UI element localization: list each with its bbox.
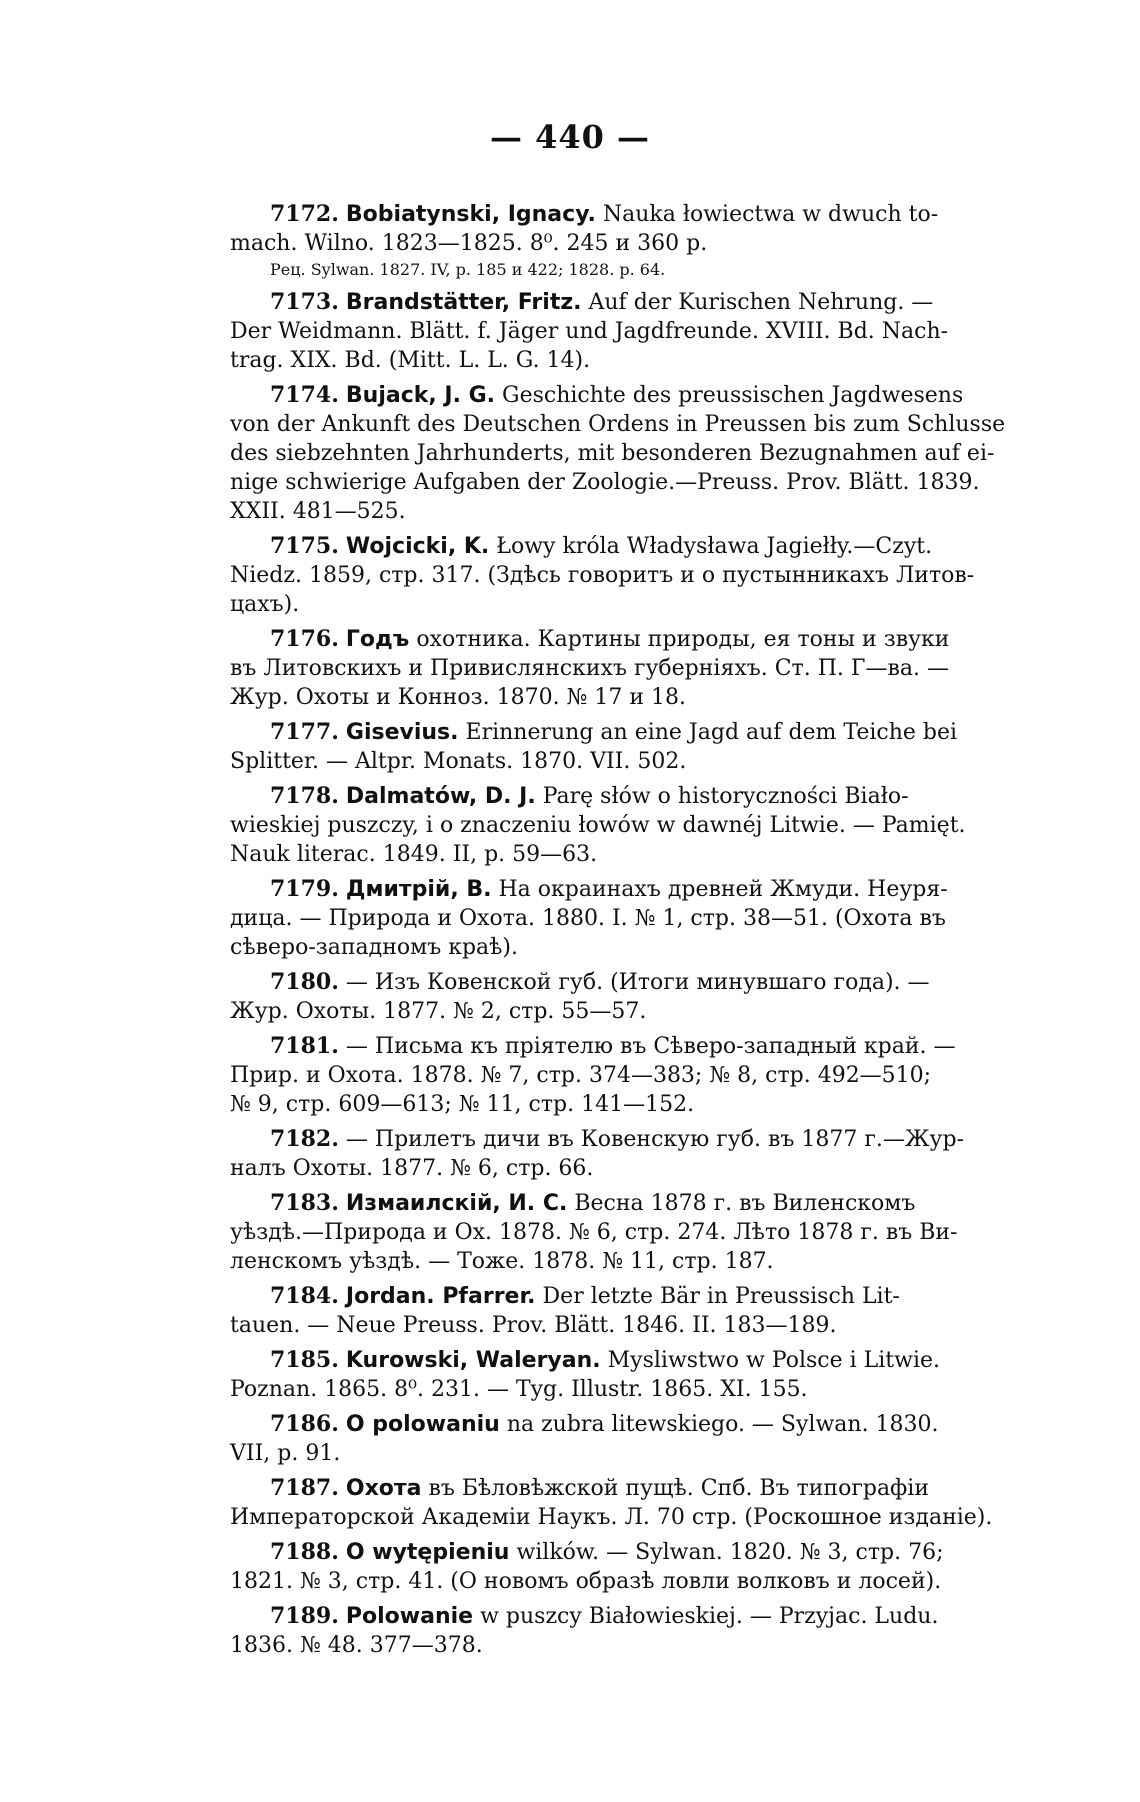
entry-text: tauen. — Neue Preuss. Prov. Blätt. 1846. II. 183—189. [230, 1313, 837, 1338]
entry-line [230, 229, 1070, 258]
bibliography-entry [230, 968, 1070, 1026]
page-number: — 440 — [489, 118, 651, 156]
entry-text: охотника. Картины природы, ея тоны и звуки [416, 627, 950, 652]
entry-line [230, 317, 1070, 346]
entry-text: Splitter. — Altpr. Monats. 1870. VII. 502. [230, 749, 687, 774]
entry-author: Охота [345, 1476, 422, 1501]
entry-text: дица. — Природа и Охота. 1880. I. № 1, стр. 38—51. (Охота въ [230, 906, 946, 931]
bibliography-entry [230, 625, 1070, 712]
entry-text: Mysliwstwo w Polsce i Litwie. [607, 1348, 941, 1373]
entry-line [230, 439, 1070, 468]
entry-text: mach. Wilno. 1823—1825. 8⁰. 245 и 360 р. [230, 231, 708, 256]
entry-line [230, 1189, 1070, 1218]
entry-text: Nauka łowiectwa w dwuch to- [602, 202, 939, 227]
entry-number: 7174. [270, 382, 339, 408]
entry-author: Dalmatów, D. J. [345, 784, 536, 809]
entry-number: 7175. [270, 533, 339, 559]
entry-line [230, 1247, 1070, 1276]
entry-author: Jordan. Pfarrer. [345, 1284, 536, 1309]
entry-text: von der Ankunft des Deutschen Ordens in Preussen bis zum Schlusse [230, 412, 1006, 437]
entry-author: Polowanie [345, 1604, 474, 1629]
entry-number: 7182. [270, 1126, 339, 1152]
entry-line [230, 747, 1070, 776]
entry-text: des siebzehnten Jahrhunderts, mit besonderen Bezugnahmen auf ei- [230, 441, 995, 466]
entry-text: Der Weidmann. Blätt. f. Jäger und Jagdfreunde. XVIII. Bd. Nach- [230, 319, 949, 344]
entry-line [230, 346, 1070, 375]
entry-line [230, 1375, 1070, 1404]
entry-line [230, 1538, 1070, 1567]
bibliography-entry [230, 1410, 1070, 1468]
entry-author: Brandstätter, Fritz. [345, 290, 582, 315]
bibliography-entry [230, 1032, 1070, 1119]
entry-line [230, 381, 1070, 410]
entry-line [230, 1346, 1070, 1375]
entry-line [230, 532, 1070, 561]
entry-line [230, 468, 1070, 497]
entry-line [230, 561, 1070, 590]
entry-line [230, 1631, 1070, 1660]
entry-text: ленскомъ уѣздѣ. — Тоже. 1878. № 11, стр. 187. [230, 1249, 774, 1274]
entry-number: 7181. [270, 1033, 339, 1059]
entry-author: Bujack, J. G. [345, 383, 496, 408]
bibliography-entry [230, 875, 1070, 962]
entry-line [230, 904, 1070, 933]
entry-line [230, 1061, 1070, 1090]
entry-text: Прир. и Охота. 1878. № 7, стр. 374—383; № 8, стр. 492—510; [230, 1063, 932, 1088]
entry-number: 7173. [270, 289, 339, 315]
entry-line [230, 1125, 1070, 1154]
entry-line [230, 1602, 1070, 1631]
entry-author: O polowaniu [345, 1412, 500, 1437]
entry-line [230, 590, 1070, 619]
entry-number: 7179. [270, 876, 339, 902]
bibliography-list [230, 200, 1070, 1666]
entry-text: уѣздѣ.—Природа и Ох. 1878. № 6, стр. 274. Лѣто 1878 г. въ Ви- [230, 1220, 958, 1245]
entry-text: nige schwierige Aufgaben der Zoologie.—Preuss. Prov. Blätt. 1839. [230, 470, 980, 495]
entry-number: 7178. [270, 783, 339, 809]
entry-line [230, 811, 1070, 840]
entry-line [230, 1032, 1070, 1061]
entry-text: wieskiej puszczy, i o znaczeniu łowów w dawnéj Litwie. — Pamięt. [230, 813, 966, 838]
entry-text: na zubra litewskiego. — Sylwan. 1830. [506, 1412, 939, 1437]
entry-line [230, 1311, 1070, 1340]
entry-line [230, 288, 1070, 317]
entry-number: 7183. [270, 1190, 339, 1216]
bibliography-entry [230, 381, 1070, 526]
entry-line [230, 782, 1070, 811]
entry-text: Parę słów o historyczności Biało- [542, 784, 909, 809]
entry-text: На окраинахъ древней Жмуди. Неуря- [498, 877, 948, 902]
entry-text: — Изъ Ковенской губ. (Итоги минувшаго года). — [345, 970, 930, 995]
entry-text: VII, p. 91. [230, 1441, 341, 1466]
entry-text: № 9, стр. 609—613; № 11, стр. 141—152. [230, 1092, 695, 1117]
entry-number: 7187. [270, 1475, 339, 1501]
entry-line [230, 933, 1070, 962]
entry-line [230, 410, 1070, 439]
entry-text: Łowy króla Władysława Jagiełły.—Czyt. [496, 534, 933, 559]
entry-line [230, 997, 1070, 1026]
entry-number: 7177. [270, 719, 339, 745]
entry-number: 7189. [270, 1603, 339, 1629]
entry-line [230, 968, 1070, 997]
entry-number: 7176. [270, 626, 339, 652]
bibliography-entry [230, 1189, 1070, 1276]
entry-line [230, 875, 1070, 904]
entry-line [230, 1439, 1070, 1468]
entry-text: сѣверо-западномъ краѣ). [230, 935, 518, 960]
entry-line [230, 654, 1070, 683]
entry-line [230, 683, 1070, 712]
entry-line [230, 497, 1070, 526]
entry-text: Жур. Охоты и Коннoз. 1870. № 17 и 18. [230, 685, 686, 710]
bibliography-entry [230, 1602, 1070, 1660]
entry-number: 7185. [270, 1347, 339, 1373]
entry-text: налъ Охоты. 1877. № 6, стр. 66. [230, 1156, 594, 1181]
bibliography-entry [230, 200, 1070, 282]
entry-number: 7186. [270, 1411, 339, 1437]
entry-author: Kurowski, Waleryan. [345, 1348, 601, 1373]
entry-text: XXII. 481—525. [230, 499, 406, 524]
entry-text: trag. XIX. Bd. (Mitt. L. L. G. 14). [230, 348, 591, 373]
entry-text: Poznan. 1865. 8⁰. 231. — Tyg. Illustr. 1865. XI. 155. [230, 1377, 808, 1402]
entry-text: Императорской Академіи Наукъ. Л. 70 стр. (Роскошное изданіе). [230, 1505, 993, 1530]
entry-number: 7172. [270, 201, 339, 227]
entry-text: Erinnerung an eine Jagd auf dem Teiche bei [465, 720, 958, 745]
entry-line [230, 718, 1070, 747]
entry-line [230, 1567, 1070, 1596]
entry-text: Niedz. 1859, стр. 317. (Здѣсь говоритъ и о пустынникахъ Литов- [230, 563, 975, 588]
entry-text: 1821. № 3, стр. 41. (О новомъ образѣ ловли волковъ и лосей). [230, 1569, 942, 1594]
entry-line [230, 1503, 1070, 1532]
entry-text: цахъ). [230, 592, 300, 617]
bibliography-entry [230, 532, 1070, 619]
entry-text: Geschichte des preussischen Jagdwesens [502, 383, 964, 408]
entry-author: Годъ [345, 627, 410, 652]
bibliography-entry [230, 1282, 1070, 1340]
entry-author: Дмитрій, В. [345, 877, 492, 902]
bibliography-entry [230, 1346, 1070, 1404]
entry-line [230, 1474, 1070, 1503]
entry-number: 7180. [270, 969, 339, 995]
bibliography-entry [230, 718, 1070, 776]
entry-text: wilków. — Sylwan. 1820. № 3, стр. 76; [516, 1540, 944, 1565]
entry-line [230, 1154, 1070, 1183]
entry-text: Весна 1878 г. въ Виленскомъ [574, 1191, 916, 1216]
entry-line [230, 1090, 1070, 1119]
entry-author: Gisevius. [345, 720, 459, 745]
entry-text: w puszcy Białowieskiej. — Przyjac. Ludu. [480, 1604, 939, 1629]
bibliography-entry [230, 288, 1070, 375]
entry-author: Измаилскій, И. С. [345, 1191, 568, 1216]
entry-text: — Письма къ пріятелю въ Сѣверо-западный край. — [345, 1034, 956, 1059]
entry-line [230, 1218, 1070, 1247]
bibliography-entry [230, 1474, 1070, 1532]
entry-text: въ Бѣловѣжской пущѣ. Спб. Въ типографіи [428, 1476, 929, 1501]
entry-text: Nauk literac. 1849. II, p. 59—63. [230, 842, 598, 867]
entry-number: 7188. [270, 1539, 339, 1565]
entry-author: O wytępieniu [345, 1540, 510, 1565]
entry-text: Жур. Охоты. 1877. № 2, стр. 55—57. [230, 999, 647, 1024]
entry-line [230, 625, 1070, 654]
bibliography-entry [230, 782, 1070, 869]
bibliography-entry [230, 1125, 1070, 1183]
entry-text: 1836. № 48. 377—378. [230, 1633, 483, 1658]
entry-number: 7184. [270, 1283, 339, 1309]
entry-text: — Прилетъ дичи въ Ковенскую губ. въ 1877 г.—Жур- [345, 1127, 965, 1152]
entry-text: Der letzte Bär in Preussisch Lit- [542, 1284, 900, 1309]
entry-note: Рец. Sylwan. 1827. IV, р. 185 и 422; 1828. р. 64. [270, 260, 666, 279]
entry-line [230, 1282, 1070, 1311]
entry-text: въ Литовскихъ и Привислянскихъ губерніяхъ. Ст. П. Г—ва. — [230, 656, 949, 681]
entry-line [230, 1410, 1070, 1439]
entry-author: Bobiatynski, Ignacy. [345, 202, 596, 227]
entry-text: Auf der Kurischen Nehrung. — [588, 290, 934, 315]
entry-line [230, 840, 1070, 869]
entry-author: Wojcicki, K. [345, 534, 490, 559]
entry-line [230, 200, 1070, 229]
bibliography-entry [230, 1538, 1070, 1596]
